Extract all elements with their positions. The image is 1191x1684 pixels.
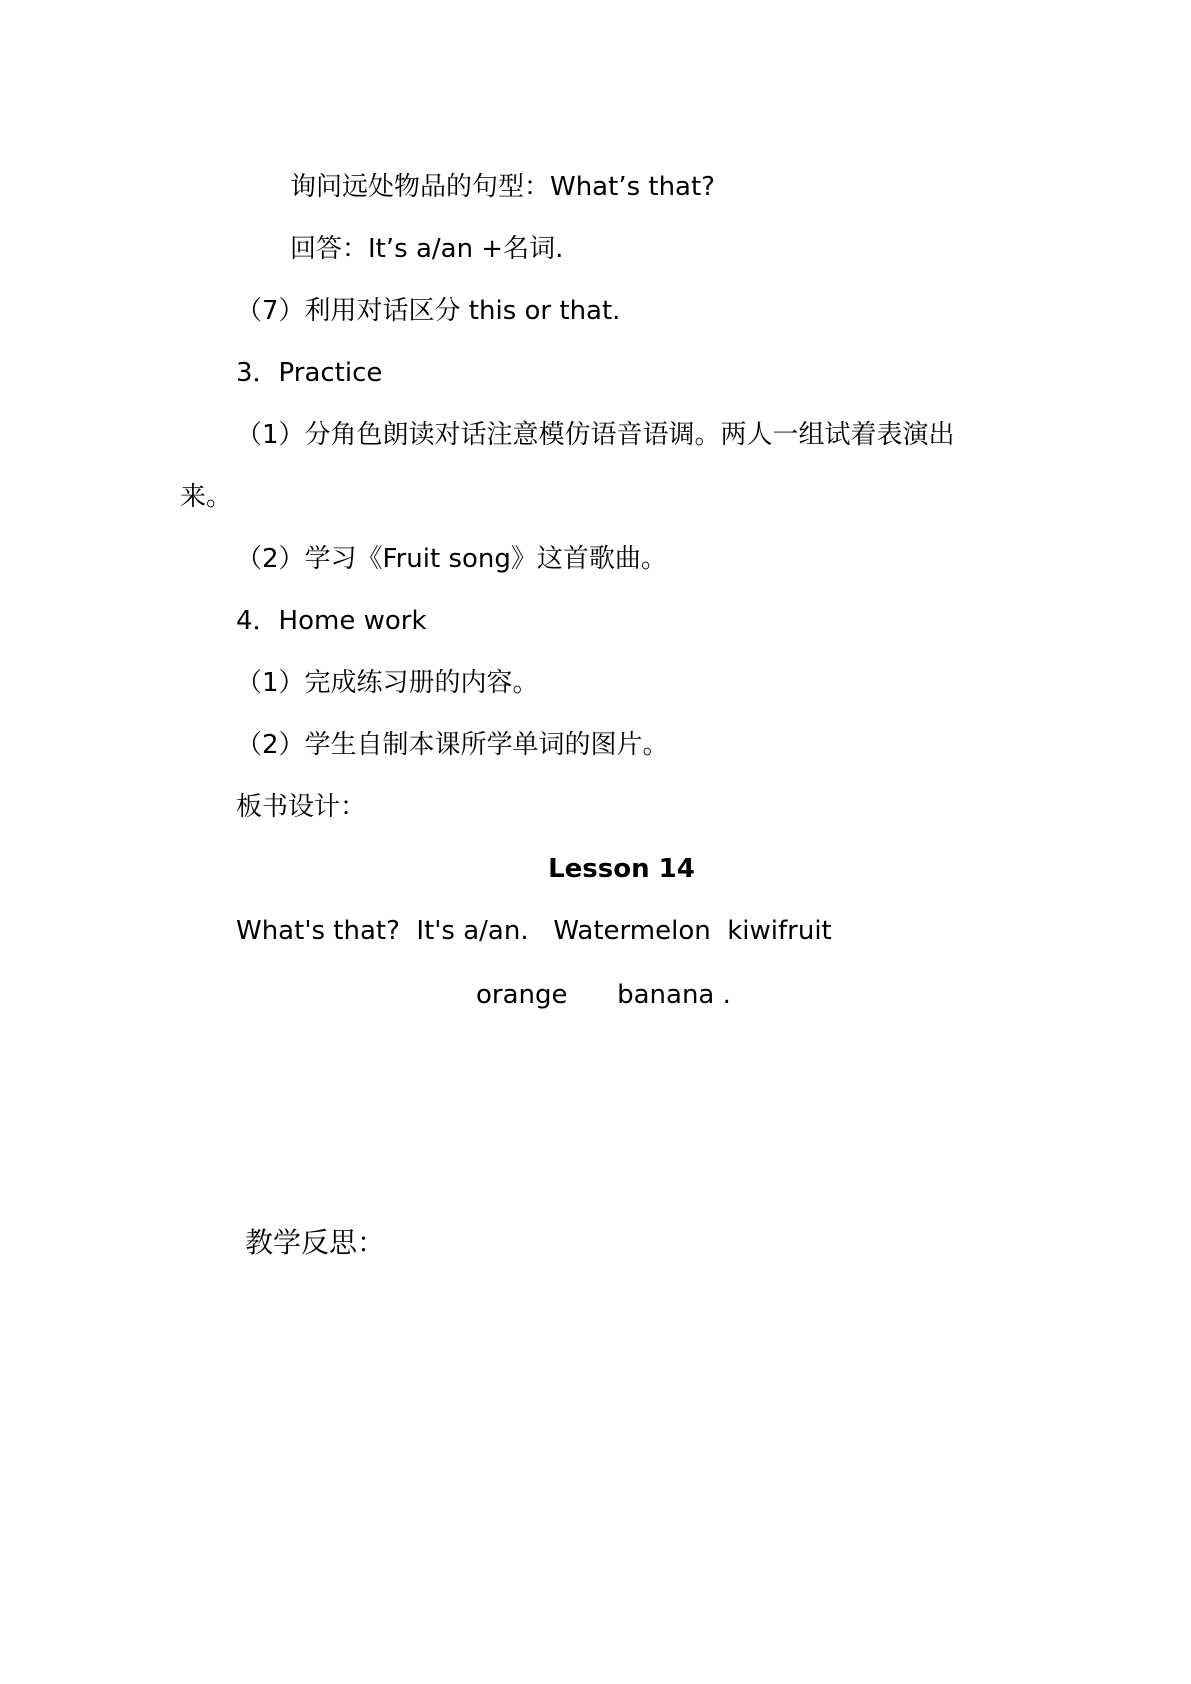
board-row-1: What's that? It's a/an. Watermelon kiwifruit xyxy=(236,916,832,946)
practice-item-1-continued: 来。 xyxy=(180,482,233,512)
teaching-reflection-label: 教学反思： xyxy=(245,1226,386,1259)
board-design-label: 板书设计： xyxy=(236,792,367,822)
board-row-2: orange banana . xyxy=(476,980,731,1010)
section-homework-heading: 4．Home work xyxy=(236,606,427,636)
practice-item-2: （2）学习《Fruit song》这首歌曲。 xyxy=(236,544,667,574)
homework-item-1: （1）完成练习册的内容。 xyxy=(236,668,539,698)
sentence-pattern-answer: 回答：It’s a/an +名词. xyxy=(290,234,564,264)
section-practice-heading: 3．Practice xyxy=(236,358,383,388)
practice-item-1: （1）分角色朗读对话注意模仿语音语调。两人一组试着表演出 xyxy=(236,420,955,450)
board-title: Lesson 14 xyxy=(548,854,695,884)
sentence-pattern-question: 询问远处物品的句型：What’s that? xyxy=(290,172,715,202)
homework-item-2: （2）学生自制本课所学单词的图片。 xyxy=(236,730,669,760)
step-7-text: （7）利用对话区分 this or that. xyxy=(236,296,621,326)
